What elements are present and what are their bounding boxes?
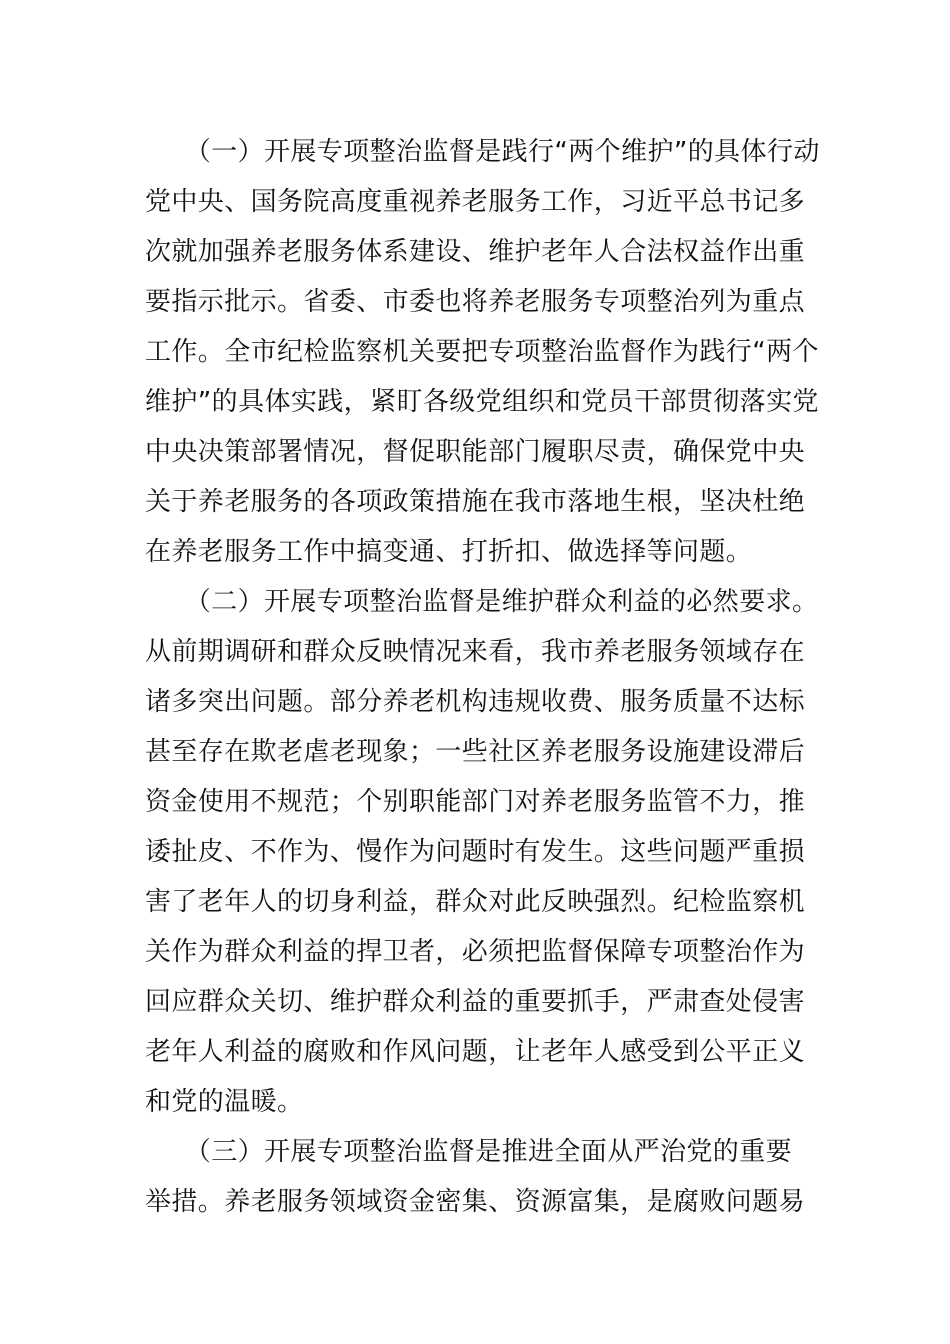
text-line: 关作为群众利益的捍卫者，必须把监督保障专项整治作为	[145, 937, 806, 967]
text-line: 要指示批示。省委、市委也将养老服务专项整治列为重点	[145, 287, 806, 317]
text-line: 害了老年人的切身利益，群众对此反映强烈。纪检监察机	[145, 887, 806, 917]
text-line: 举措。养老服务领域资金密集、资源富集，是腐败问题易	[145, 1187, 806, 1217]
text-line: 和党的温暖。	[145, 1087, 304, 1117]
text-line: 诸多突出问题。部分养老机构违规收费、服务质量不达标	[145, 687, 806, 717]
text-line: 回应群众关切、维护群众利益的重要抓手，严肃查处侵害	[145, 987, 806, 1017]
text-line: 工作。全市纪检监察机关要把专项整治监督作为践行“两个	[145, 337, 819, 367]
text-line: 中央决策部署情况，督促职能部门履职尽责，确保党中央	[145, 437, 806, 467]
text-line: 老年人利益的腐败和作风问题，让老年人感受到公平正义	[145, 1037, 806, 1067]
text-line: 次就加强养老服务体系建设、维护老年人合法权益作出重	[145, 237, 806, 267]
text-line: （一）开展专项整治监督是践行“两个维护”的具体行动	[145, 137, 820, 167]
text-line: 甚至存在欺老虐老现象；一些社区养老服务设施建设滞后	[145, 737, 806, 767]
text-line: 诿扯皮、不作为、慢作为问题时有发生。这些问题严重损	[145, 837, 806, 867]
text-line: （三）开展专项整治监督是推进全面从严治党的重要	[145, 1137, 793, 1167]
body-text	[145, 127, 845, 1227]
text-line: 在养老服务工作中搞变通、打折扣、做选择等问题。	[145, 537, 753, 567]
text-line: （二）开展专项整治监督是维护群众利益的必然要求。	[145, 587, 819, 617]
text-line: 维护”的具体实践，紧盯各级党组织和党员干部贯彻落实党	[145, 387, 819, 417]
text-line: 党中央、国务院高度重视养老服务工作，习近平总书记多	[145, 187, 806, 217]
text-line: 资金使用不规范；个别职能部门对养老服务监管不力，推	[145, 787, 806, 817]
text-line: 关于养老服务的各项政策措施在我市落地生根，坚决杜绝	[145, 487, 806, 517]
text-line: 从前期调研和群众反映情况来看，我市养老服务领域存在	[145, 637, 806, 667]
